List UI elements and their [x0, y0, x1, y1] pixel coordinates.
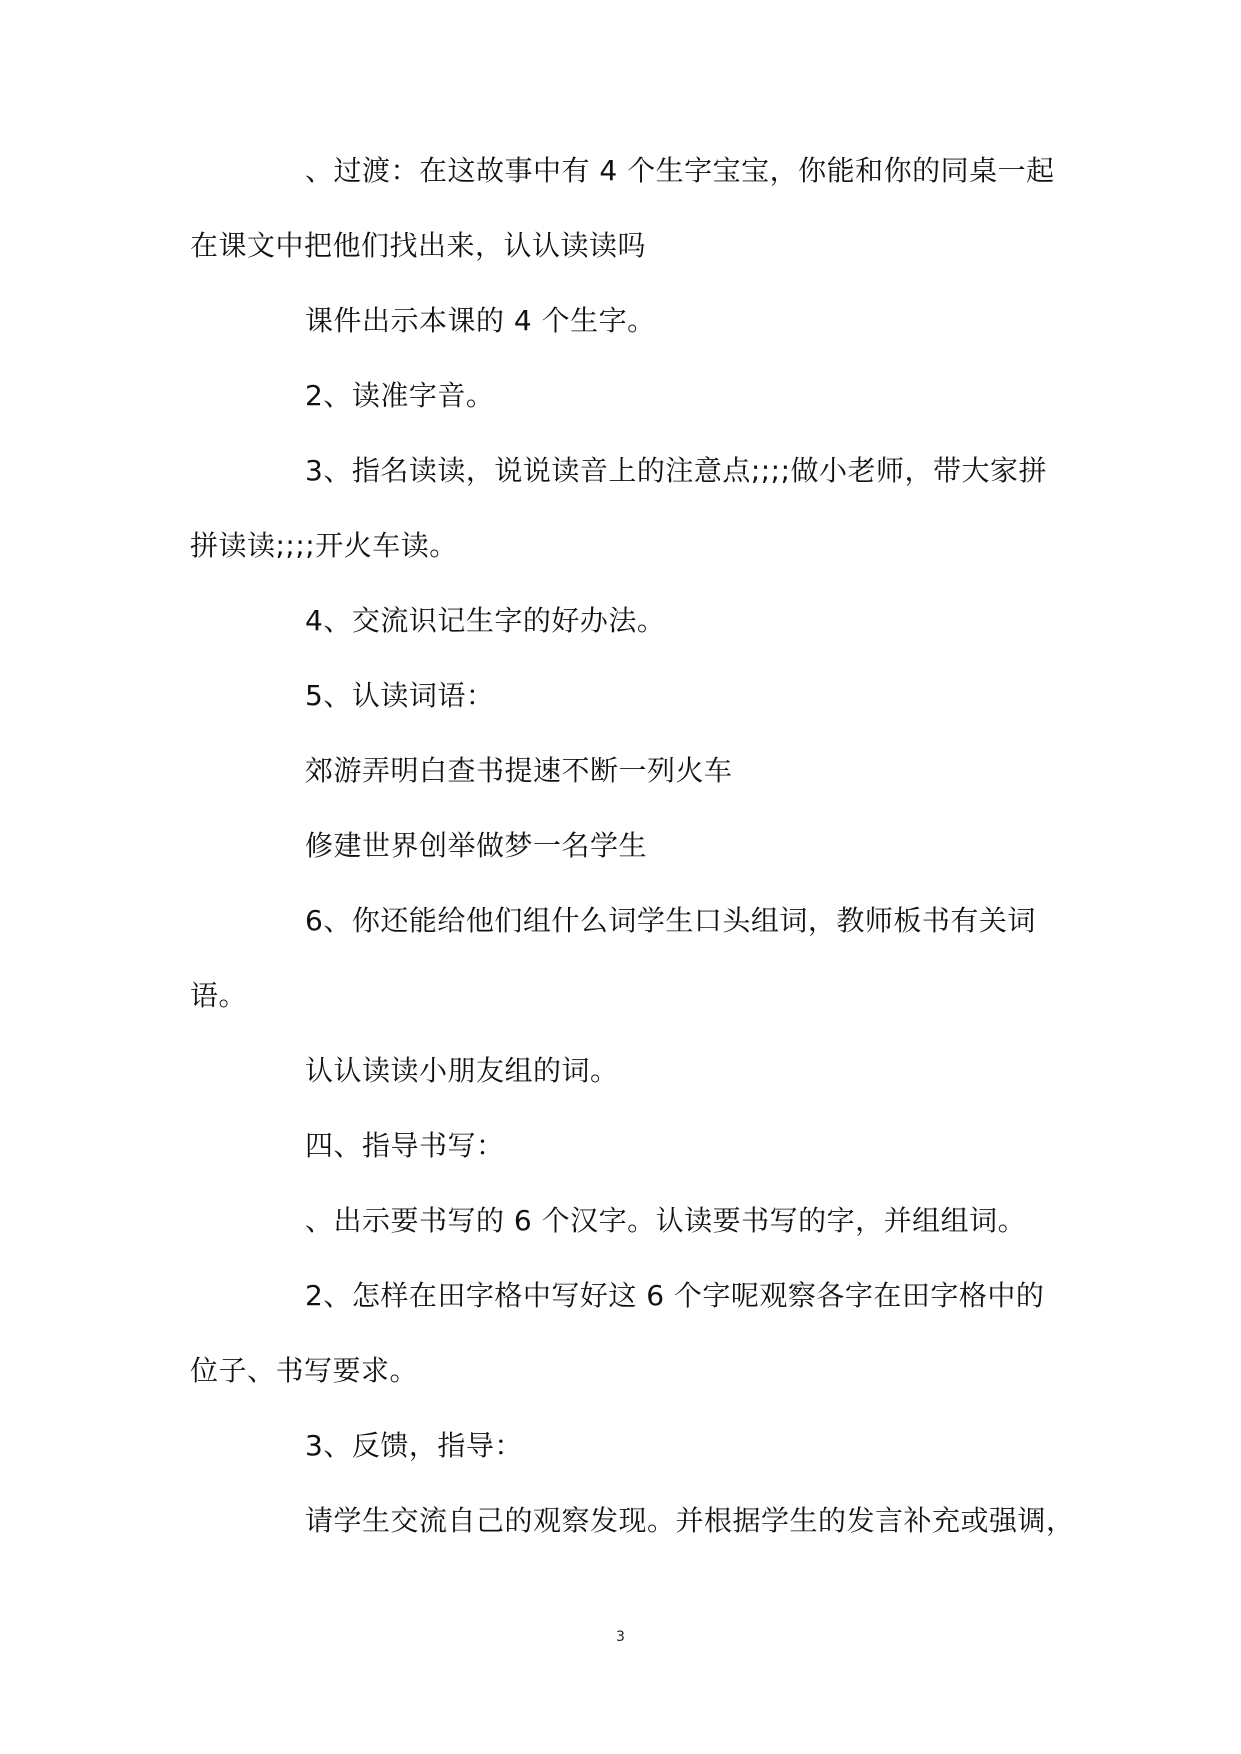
text-line: 6、你还能给他们组什么词学生口头组词，教师板书有关词	[305, 904, 1036, 937]
text-line: 、出示要书写的 6 个汉字。认读要书写的字，并组组词。	[305, 1204, 1027, 1237]
text-line: 4、交流识记生字的好办法。	[305, 604, 666, 637]
text-line: 在课文中把他们找出来，认认读读吗	[190, 229, 647, 262]
text-line: 3、反馈，指导：	[305, 1429, 523, 1462]
text-line: 、过渡：在这故事中有 4 个生字宝宝，你能和你的同桌一起	[305, 154, 1055, 187]
text-line: 2、读准字音。	[305, 379, 495, 412]
text-line: 位子、书写要求。	[190, 1354, 419, 1387]
text-line: 四、指导书写：	[305, 1129, 505, 1162]
text-line: 请学生交流自己的观察发现。并根据学生的发言补充或强调，	[305, 1504, 1075, 1537]
text-line: 3、指名读读，说说读音上的注意点;;;;做小老师，带大家拼	[305, 454, 1048, 487]
page-number: 3	[616, 1629, 625, 1645]
text-line: 郊游弄明白查书提速不断一列火车	[305, 754, 733, 787]
text-line: 认认读读小朋友组的词。	[305, 1054, 619, 1087]
text-line: 拼读读;;;;开火车读。	[190, 529, 458, 562]
text-line: 2、怎样在田字格中写好这 6 个字呢观察各字在田字格中的	[305, 1279, 1045, 1312]
text-line: 课件出示本课的 4 个生字。	[305, 304, 656, 337]
text-line: 修建世界创举做梦一名学生	[305, 829, 648, 862]
text-line: 语。	[190, 979, 248, 1012]
text-line: 5、认读词语：	[305, 679, 495, 712]
